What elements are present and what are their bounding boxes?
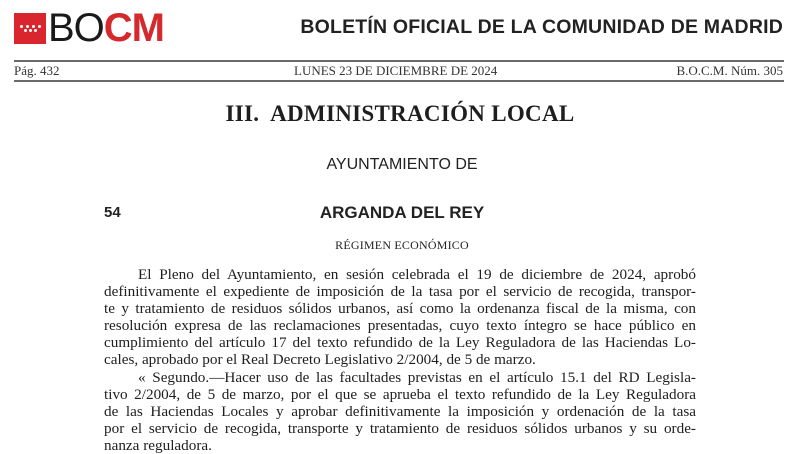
text-line: definitivamente el expediente de imposición de la tasa por el servicio de recogida, transpor- xyxy=(104,283,696,300)
paragraph-1 xyxy=(104,266,696,368)
section-title: III. ADMINISTRACIÓN LOCAL xyxy=(225,101,575,126)
text-line: El Pleno del Ayuntamiento, en sesión celebrada el 19 de diciembre de 2024, aprobó xyxy=(138,266,696,283)
header-rule-top xyxy=(14,60,784,62)
authority-prefix: AYUNTAMIENTO DE xyxy=(326,156,478,173)
comunidad-madrid-stars-flag-icon xyxy=(14,13,46,44)
logo-text-cm: CM xyxy=(103,6,165,50)
issue-number: B.O.C.M. Núm. 305 xyxy=(676,63,783,78)
text-line: de las Haciendas Locales y aprobar definitivamente la imposición y ordenación de la tasa xyxy=(104,403,696,420)
paragraph-2 xyxy=(104,369,696,454)
logo-text-bo: BO xyxy=(48,6,104,50)
text-line: « Segundo.—Hacer uso de las facultades previstas en el artículo 15.1 del RD Legisla- xyxy=(138,369,696,386)
entity-name: ARGANDA DEL REY xyxy=(319,203,485,222)
text-line: tivo 2/2004, de 5 de marzo, por el que se aprueba el texto refundido de la Ley Reguladora xyxy=(104,386,696,403)
header-rule-bottom xyxy=(14,80,784,82)
entry-number: 54 xyxy=(104,204,121,221)
page-number: Pág. 432 xyxy=(14,63,60,78)
text-line: resolución expresa de las reclamaciones presentadas, cuyo texto íntegro se hace público en xyxy=(104,317,696,334)
publication-title: BOLETÍN OFICIAL DE LA COMUNIDAD DE MADRID xyxy=(300,16,783,38)
text-line: por el servicio de recogida, transporte y tratamiento de residuos sólidos urbanos y su orde- xyxy=(104,420,696,437)
text-line: te y tratamiento de residuos sólidos urbanos, así como la ordenanza fiscal de la misma, con xyxy=(104,300,696,317)
text-line: cumplimiento del artículo 17 del texto refundido de la Ley Reguladora de las Haciendas Lo- xyxy=(104,334,696,351)
bocm-logo xyxy=(14,6,165,50)
text-line: nanza reguladora. xyxy=(104,437,212,454)
subsection-title: RÉGIMEN ECONÓMICO xyxy=(335,238,469,252)
publication-date: LUNES 23 DE DICIEMBRE DE 2024 xyxy=(294,63,498,78)
text-line: cales, aprobado por el Real Decreto Legislativo 2/2004, de 5 de marzo. xyxy=(104,351,536,368)
